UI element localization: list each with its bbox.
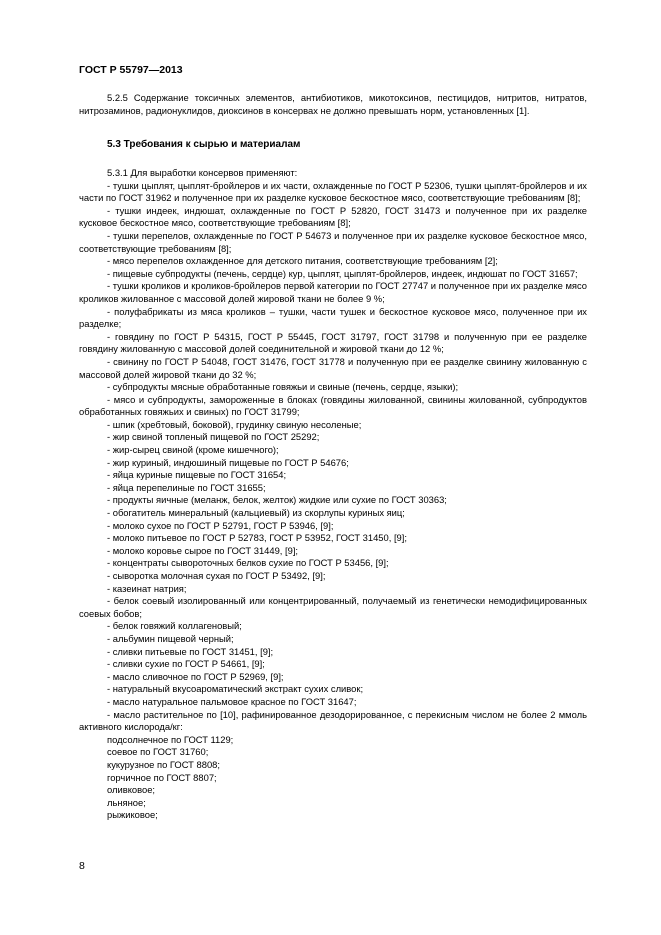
list-item: - полуфабрикаты из мяса кроликов – тушки, части тушек и бескостное кусковое мясо, полученное при их разделке;: [79, 305, 587, 330]
oil-item: рыжиковое;: [107, 809, 158, 821]
paragraph-531: 5.3.1 Для выработки консервов применяют:: [107, 167, 298, 178]
paragraph-525: 5.2.5 Содержание токсичных элементов, антибиотиков, микотоксинов, пестицидов, нитритов, нитратов, нитрозаминов, радионуклидов, диоксинов в консервах не должно превышать норм, установленных [1].: [79, 92, 587, 116]
list-item: - молоко сухое по ГОСТ Р 52791, ГОСТ Р 53946, [9];: [107, 519, 334, 531]
list-item: - обогатитель минеральный (кальциевый) из скорлупы куриных яиц;: [107, 507, 405, 519]
oil-item: подсолнечное по ГОСТ 1129;: [107, 733, 234, 745]
list-item: - субпродукты мясные обработанные говяжьи и свиные (печень, сердце, языки);: [107, 381, 459, 393]
list-item: - мясо перепелов охлажденное для детского питания, соответствующие требованиям [2];: [107, 255, 498, 267]
list-item: - белок соевый изолированный или концентрированный, получаемый из генетически немодифицированных соевых бобов;: [79, 595, 587, 619]
oil-item: оливковое;: [107, 784, 156, 796]
list-item: - масло растительное по [10], рафинированное дезодорированное, с перекисным числом не более 2 ммоль активного кислорода/кг:: [79, 708, 587, 733]
list-item: - сыворотка молочная сухая по ГОСТ Р 53492, [9];: [107, 570, 326, 581]
list-item: - жир-сырец свиной (кроме кишечного);: [107, 444, 279, 456]
list-item: - натуральный вкусоароматический экстракт сухих сливок;: [107, 683, 364, 695]
list-item: - молоко питьевое по ГОСТ Р 52783, ГОСТ Р 53952, ГОСТ 31450, [9];: [107, 532, 407, 544]
list-item: - белок говяжий коллагеновый;: [107, 620, 242, 632]
section-531: [79, 167, 587, 822]
list-item: - жир куриный, индюшиный пищевые по ГОСТ Р 54676;: [107, 456, 349, 468]
section-525: [79, 92, 587, 117]
oil-item: соевое по ГОСТ 31760;: [107, 746, 209, 758]
list-item: - говядину по ГОСТ Р 54315, ГОСТ Р 55445, ГОСТ 31797, ГОСТ 31798 и полученную при ее разделке говядину жилованную с массовой долей соединительной и жировой ткани до 12 %;: [79, 330, 587, 355]
list-item: - масло натуральное пальмовое красное по ГОСТ 31647;: [107, 695, 357, 707]
list-item: - сливки питьевые по ГОСТ 31451, [9];: [107, 645, 274, 657]
list-item: - шпик (хребтовый, боковой), грудинку свиную несоленые;: [107, 418, 362, 430]
oil-item: горчичное по ГОСТ 8807;: [107, 771, 217, 783]
list-item: - мясо и субпродукты, замороженные в блоках (говядины жилованной, свинины жилованной, субпродуктов обработанных говяжьих и свиных) по ГОСТ 31799;: [79, 393, 587, 418]
list-item: - масло сливочное по ГОСТ Р 52969, [9];: [107, 670, 284, 682]
list-item: - тушки цыплят, цыплят-бройлеров и их части, охлажденные по ГОСТ Р 52306, тушки цыплят-бройлеров и их части по ГОСТ 31962 и полученное при их разделке кусковое бескостное мясо, соответствующие требованиям [8];: [79, 179, 587, 204]
list-item: - пищевые субпродукты (печень, сердце) кур, цыплят, цыплят-бройлеров, индеек, индюшат по ГОСТ 31657;: [107, 267, 578, 279]
section-heading: 5.3 Требования к сырью и материалам: [107, 139, 301, 150]
list-item: - тушки индеек, индюшат, охлажденные по ГОСТ Р 52820, ГОСТ 31473 и полученное при их разделке кусковое бескостное мясо, соответствующие требованиям [8];: [79, 204, 587, 229]
document-header: ГОСТ Р 55797—2013: [79, 64, 183, 76]
list-item: - концентраты сывороточных белков сухие по ГОСТ Р 53456, [9];: [107, 557, 389, 569]
oil-item: льняное;: [107, 796, 146, 808]
list-item: - свинину по ГОСТ Р 54048, ГОСТ 31476, ГОСТ 31778 и полученную при ее разделке свинину жилованную с массовой долей жировой ткани до 32 %;: [79, 355, 587, 380]
oil-item: кукурузное по ГОСТ 8808;: [107, 758, 220, 770]
list-item: - продукты яичные (меланж, белок, желток) жидкие или сухие по ГОСТ 30363;: [107, 494, 447, 506]
list-item: - тушки перепелов, охлажденные по ГОСТ Р 54673 и полученное при их разделке кусковое бескостное мясо, соответствующие требованиям [8];: [79, 229, 587, 254]
list-item: - тушки кроликов и кроликов-бройлеров первой категории по ГОСТ 27747 и полученное при их разделке мясо кроликов жилованное с массовой долей жировой ткани не более 9 %;: [79, 280, 587, 304]
list-item: - казеинат натрия;: [107, 582, 187, 594]
oils-list: [79, 734, 587, 822]
list-item: - яйца перепелиные по ГОСТ 31655;: [107, 481, 266, 493]
page-number: 8: [79, 860, 85, 872]
list-item: - яйца куриные пищевые по ГОСТ 31654;: [107, 469, 287, 481]
materials-list: [79, 180, 587, 734]
list-item: - альбумин пищевой черный;: [107, 632, 234, 644]
list-item: - молоко коровье сырое по ГОСТ 31449, [9];: [107, 544, 299, 556]
list-item: - жир свиной топленый пищевой по ГОСТ 25292;: [107, 431, 320, 443]
list-item: - сливки сухие по ГОСТ Р 54661, [9];: [107, 658, 265, 670]
